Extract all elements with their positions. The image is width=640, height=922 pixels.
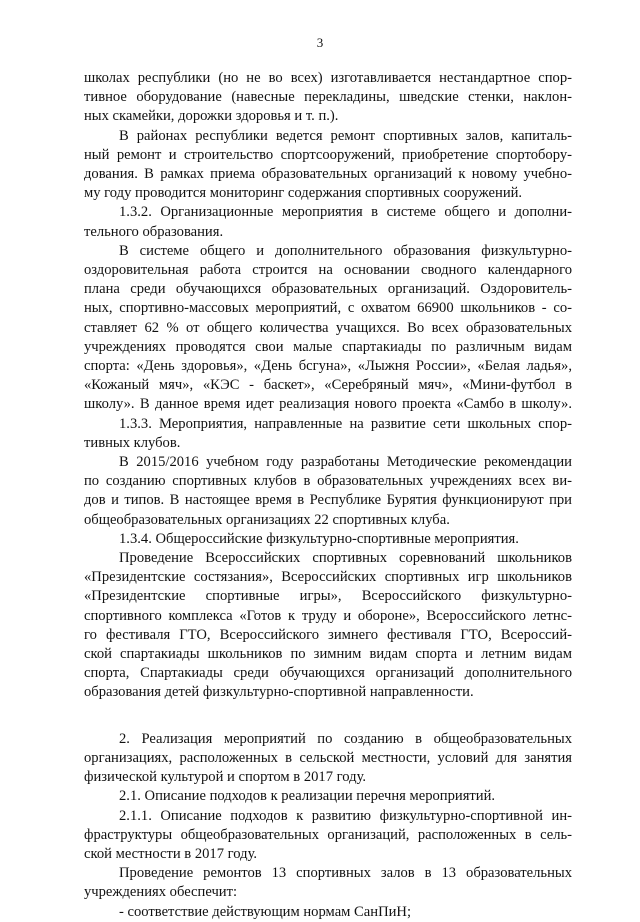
text-line: образования детей физкультурно-спортивной направленности. [84, 684, 474, 700]
text-line: 1.3.4. Общероссийские физкультурно-спортивные мероприятия. [119, 531, 519, 547]
text-line: общеобразовательных организациях 22 спортивных клуба. [84, 512, 450, 528]
text-line: оздоровительная работа строится на основании сводного календарного [84, 262, 572, 278]
text-line: В 2015/2016 учебном году разработаны Методические рекомендации [119, 454, 572, 470]
text-line: го фестиваля ГТО, Всероссийского зимнего фестиваля ГТО, Всероссий- [84, 627, 572, 643]
text-line: фраструктуры общеобразовательных организаций, расположенных в сель- [84, 827, 572, 843]
text-line: спорта, Спартакиады среди обучающихся организаций дополнительного [84, 665, 572, 681]
text-line: 2.1.1. Описание подходов к развитию физкультурно-спортивной ин- [119, 808, 572, 824]
text-line: дования. В рамках приема образовательных организаций к новому учебно- [84, 166, 572, 182]
text-line: дов и типов. В настоящее время в Республике Бурятия функционируют при [84, 492, 572, 508]
text-line: В системе общего и дополнительного образования физкультурно- [119, 243, 572, 259]
text-line: «Президентские состязания», Всероссийских спортивных игр школьников [84, 569, 572, 585]
text-line: учреждениях проводятся свои малые спартакиады по различным видам [84, 339, 572, 355]
text-line: плана среди обучающихся образовательных организаций. Оздоровитель- [84, 281, 572, 297]
text-line: «Президентские спортивные игры», Всероссийского физкультурно- [84, 588, 572, 604]
text-line: ской спартакиады школьников по зимним видам спорта и летним видам [84, 646, 572, 662]
text-line: школах республики (но не во всех) изготавливается нестандартное спор- [84, 70, 572, 86]
text-line: ской местности в 2017 году. [84, 846, 258, 862]
text-line: учреждениях обеспечит: [84, 884, 238, 900]
text-line: 1.3.2. Организационные мероприятия в системе общего и дополни- [119, 204, 572, 220]
text-line: тельного образования. [84, 224, 224, 240]
text-line: ставляет 62 % от общего количества учащихся. Во всех образовательных [84, 320, 572, 336]
text-line: ный ремонт и строительство спортсооружений, приобретение спортобору- [84, 147, 572, 163]
text-line: му году проводится мониторинг содержания спортивных сооружений. [84, 185, 523, 201]
text-line: «Кожаный мяч», «КЭС - баскет», «Серебряный мяч», «Мини-футбол в [84, 377, 572, 393]
text-line: 2. Реализация мероприятий по созданию в общеобразовательных [119, 731, 572, 747]
text-line: 2.1. Описание подходов к реализации перечня мероприятий. [119, 788, 496, 804]
text-line: Проведение ремонтов 13 спортивных залов в 13 образовательных [119, 865, 572, 881]
text-line: - соответствие действующим нормам СанПиН; [119, 904, 412, 920]
text-line: ных, спортивно-массовых мероприятий, с охватом 66900 школьников - со- [84, 300, 572, 316]
text-line: Проведение Всероссийских спортивных соревнований школьников [119, 550, 572, 566]
text-line: 1.3.3. Мероприятия, направленные на развитие сети школьных спор- [119, 416, 572, 432]
text-line: тивное оборудование (навесные перекладины, шведские стенки, наклон- [84, 89, 572, 105]
text-line: ных скамейки, дорожки здоровья и т. п.). [84, 108, 339, 124]
text-line: спортивного комплекса «Готов к труду и обороне», Всероссийского летнс- [84, 608, 572, 624]
text-line: по созданию спортивных клубов в образовательных учреждениях всех ви- [84, 473, 572, 489]
text-line: В районах республики ведется ремонт спортивных залов, капиталь- [119, 128, 572, 144]
text-line: физической культурой и спортом в 2017 году. [84, 769, 367, 785]
text-line: тивных клубов. [84, 435, 181, 451]
text-line: организациях, расположенных в сельской местности, условий для занятия [84, 750, 572, 766]
text-line: школу». В данное время идет реализация нового проекта «Самбо в школу». [84, 396, 572, 412]
text-line: спорта: «День здоровья», «День бсгуна», «Лыжня России», «Белая ладья», [84, 358, 572, 374]
page-number: 3 [316, 35, 324, 50]
